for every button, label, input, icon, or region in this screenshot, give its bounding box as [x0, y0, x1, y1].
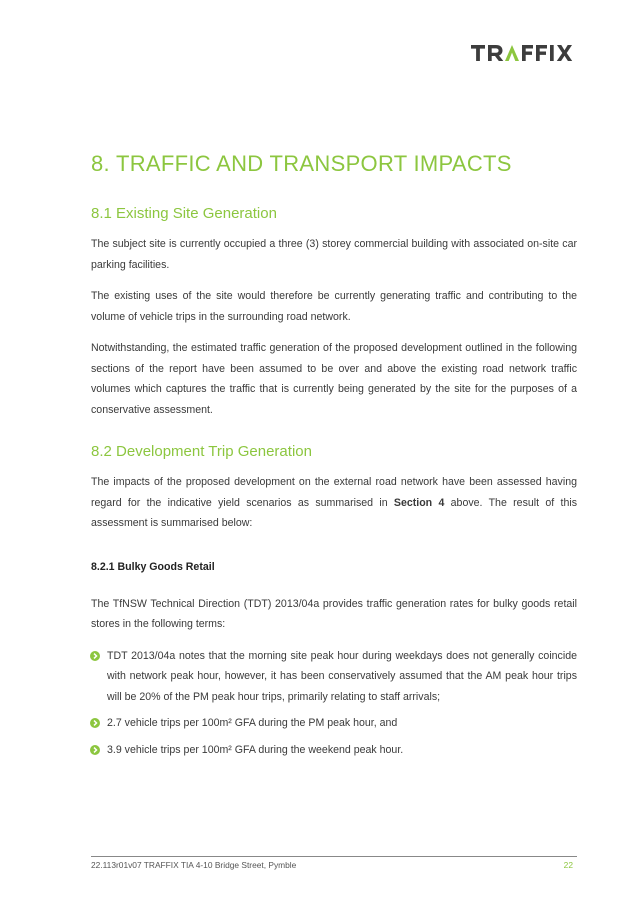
section-4-reference-link[interactable]: Section 4 — [393, 496, 445, 509]
paragraph: The existing uses of the site would therefore be currently generating traffic and contributing to the volume of vehicle trips in the surrounding road network. — [91, 290, 577, 323]
paragraph — [91, 472, 577, 534]
paragraph: Notwithstanding, the estimated traffic generation of the proposed development outlined in the following sections of the report have been assumed to be over and above the existing road network traffic volumes which captures the traffic that is currently being generated by the site for the purposes of a conservative assessment. — [91, 342, 577, 416]
chevron-circle-icon — [90, 651, 100, 661]
main-content — [91, 150, 577, 766]
subsection-heading-8-1: 8.1 Existing Site Generation — [91, 205, 277, 222]
list-item — [91, 646, 577, 708]
list-item-text: 3.9 vehicle trips per 100m² GFA during the weekend peak hour. — [107, 743, 404, 756]
list-item — [91, 740, 577, 761]
page-footer — [91, 856, 577, 870]
bullet-list — [91, 646, 577, 761]
chevron-circle-icon — [90, 745, 100, 755]
page-number: 22 — [563, 860, 573, 870]
traffix-logo-graphic — [471, 42, 576, 64]
list-item-text: TDT 2013/04a notes that the morning site peak hour during weekdays does not generally coincide with network peak hour, however, it has been conservatively assumed that the AM peak hour trips will be 20% of the PM peak hour trips, primarily relating to staff arrivals; — [107, 649, 577, 703]
document-reference: 22.113r01v07 TRAFFIX TIA 4-10 Bridge Street, Pymble — [91, 860, 297, 870]
paragraph-text: The impacts of the proposed development on the external road network have been assessed having regard for the indicative yield scenarios as summarised in — [91, 476, 577, 509]
chevron-circle-icon — [90, 718, 100, 728]
subsection-heading-8-2: 8.2 Development Trip Generation — [91, 443, 312, 460]
subsection-heading-8-2-1: 8.2.1 Bulky Goods Retail — [91, 560, 215, 573]
paragraph: The TfNSW Technical Direction (TDT) 2013/04a provides traffic generation rates for bulky goods retail stores in the following terms: — [91, 597, 577, 630]
list-item-text: 2.7 vehicle trips per 100m² GFA during the PM peak hour, and — [107, 717, 398, 729]
paragraph: The subject site is currently occupied a three (3) storey commercial building with associated on-site car parking facilities. — [91, 238, 577, 271]
list-item — [91, 713, 577, 734]
section-heading: 8. TRAFFIC AND TRANSPORT IMPACTS — [91, 151, 512, 176]
traffix-logo — [471, 42, 576, 64]
paragraph-text: above. The result of this assessment is summarised below: — [91, 496, 577, 529]
